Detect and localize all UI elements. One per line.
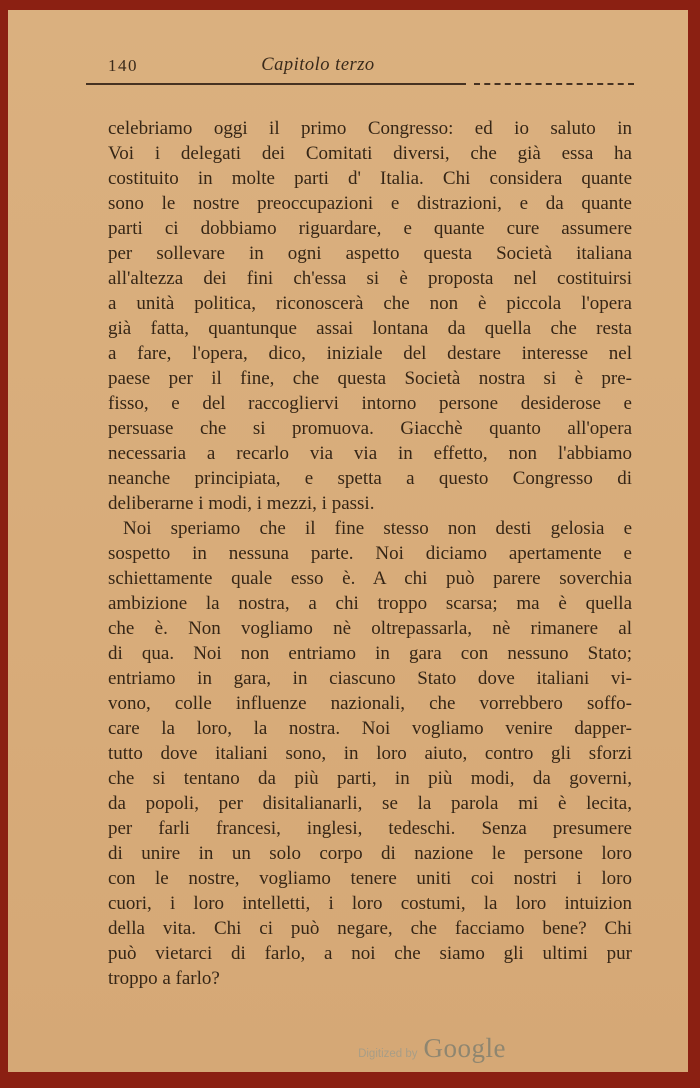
header-rule-dashed (474, 83, 634, 85)
text-line: celebriamo oggi il primo Congresso: ed io saluto in (108, 118, 632, 139)
text-line: che è. Non vogliamo nè oltrepassarla, nè rimanere al (108, 618, 632, 639)
text-line: da popoli, per disitalianarli, se la parola mi è lecita, (108, 793, 632, 814)
text-line: di unire in un solo corpo di nazione le persone loro (108, 843, 632, 864)
text-line: sospetto in nessuna parte. Noi diciamo apertamente e (108, 543, 632, 564)
text-line: a fare, l'opera, dico, iniziale del destare interesse nel (108, 343, 632, 364)
text-line: fisso, e del raccogliervi intorno persone desiderose e (108, 393, 632, 414)
text-line: può vietarci di farlo, a noi che siamo gli ultimi pur (108, 943, 632, 964)
chapter-title: Capitolo terzo (261, 55, 375, 75)
page-header (8, 55, 688, 79)
page-number: 140 (108, 56, 138, 75)
digitized-watermark (358, 1033, 506, 1064)
text-line: ambizione la nostra, a chi troppo scarsa; ma è quella (108, 593, 632, 614)
text-line: cuori, i loro intelletti, i loro costumi, la loro intuizion (108, 893, 632, 914)
text-line: che si tentano da più parti, in più modi, da governi, (108, 768, 632, 789)
header-rule-solid (86, 83, 466, 85)
text-line: care la loro, la nostra. Noi vogliamo venire dapper- (108, 718, 632, 739)
text-line: troppo a farlo? (108, 968, 220, 989)
paragraph (108, 516, 632, 991)
text-line: entriamo in gara, in ciascuno Stato dove italiani vi- (108, 668, 632, 689)
paragraph (108, 116, 632, 516)
text-line: per farli francesi, inglesi, tedeschi. Senza presumere (108, 818, 632, 839)
text-line: sono le nostre preoccupazioni e distrazioni, e da quante (108, 193, 632, 214)
text-line: con le nostre, vogliamo tenere uniti coi nostri i loro (108, 868, 632, 889)
digitized-by-label: Digitized by (358, 1048, 418, 1060)
text-line: a unità politica, riconoscerà che non è piccola l'opera (108, 293, 632, 314)
text-line: paese per il fine, che questa Società nostra si è pre- (108, 368, 632, 389)
book-page (8, 10, 688, 1072)
google-logo: Google (423, 1033, 506, 1063)
text-line: Voi i delegati dei Comitati diversi, che già essa ha (108, 143, 632, 164)
text-line: costituito in molte parti d' Italia. Chi considera quante (108, 168, 632, 189)
text-line: di qua. Noi non entriamo in gara con nessuno Stato; (108, 643, 632, 664)
text-line: schiettamente quale esso è. A chi può parere soverchia (108, 568, 632, 589)
text-line: neanche principiata, e spetta a questo Congresso di (108, 468, 632, 489)
header-rule (86, 83, 634, 85)
text-line: vono, colle influenze nazionali, che vorrebbero soffo- (108, 693, 632, 714)
text-line: Noi speriamo che il fine stesso non desti gelosia e (123, 518, 632, 539)
text-line: persuase che si promuova. Giacchè quanto all'opera (108, 418, 632, 439)
text-line: necessaria a recarlo via via in effetto, non l'abbiamo (108, 443, 632, 464)
text-line: della vita. Chi ci può negare, che facciamo bene? Chi (108, 918, 632, 939)
page-body (108, 116, 632, 991)
text-line: già fatta, quantunque assai lontana da quella che resta (108, 318, 632, 339)
text-line: per sollevare in ogni aspetto questa Società italiana (108, 243, 632, 264)
text-line: deliberarne i modi, i mezzi, i passi. (108, 493, 375, 514)
text-line: parti ci dobbiamo riguardare, e quante cure assumere (108, 218, 632, 239)
text-line: tutto dove italiani sono, in loro aiuto, contro gli sforzi (108, 743, 632, 764)
text-line: all'altezza dei fini ch'essa si è proposta nel costituirsi (108, 268, 632, 289)
